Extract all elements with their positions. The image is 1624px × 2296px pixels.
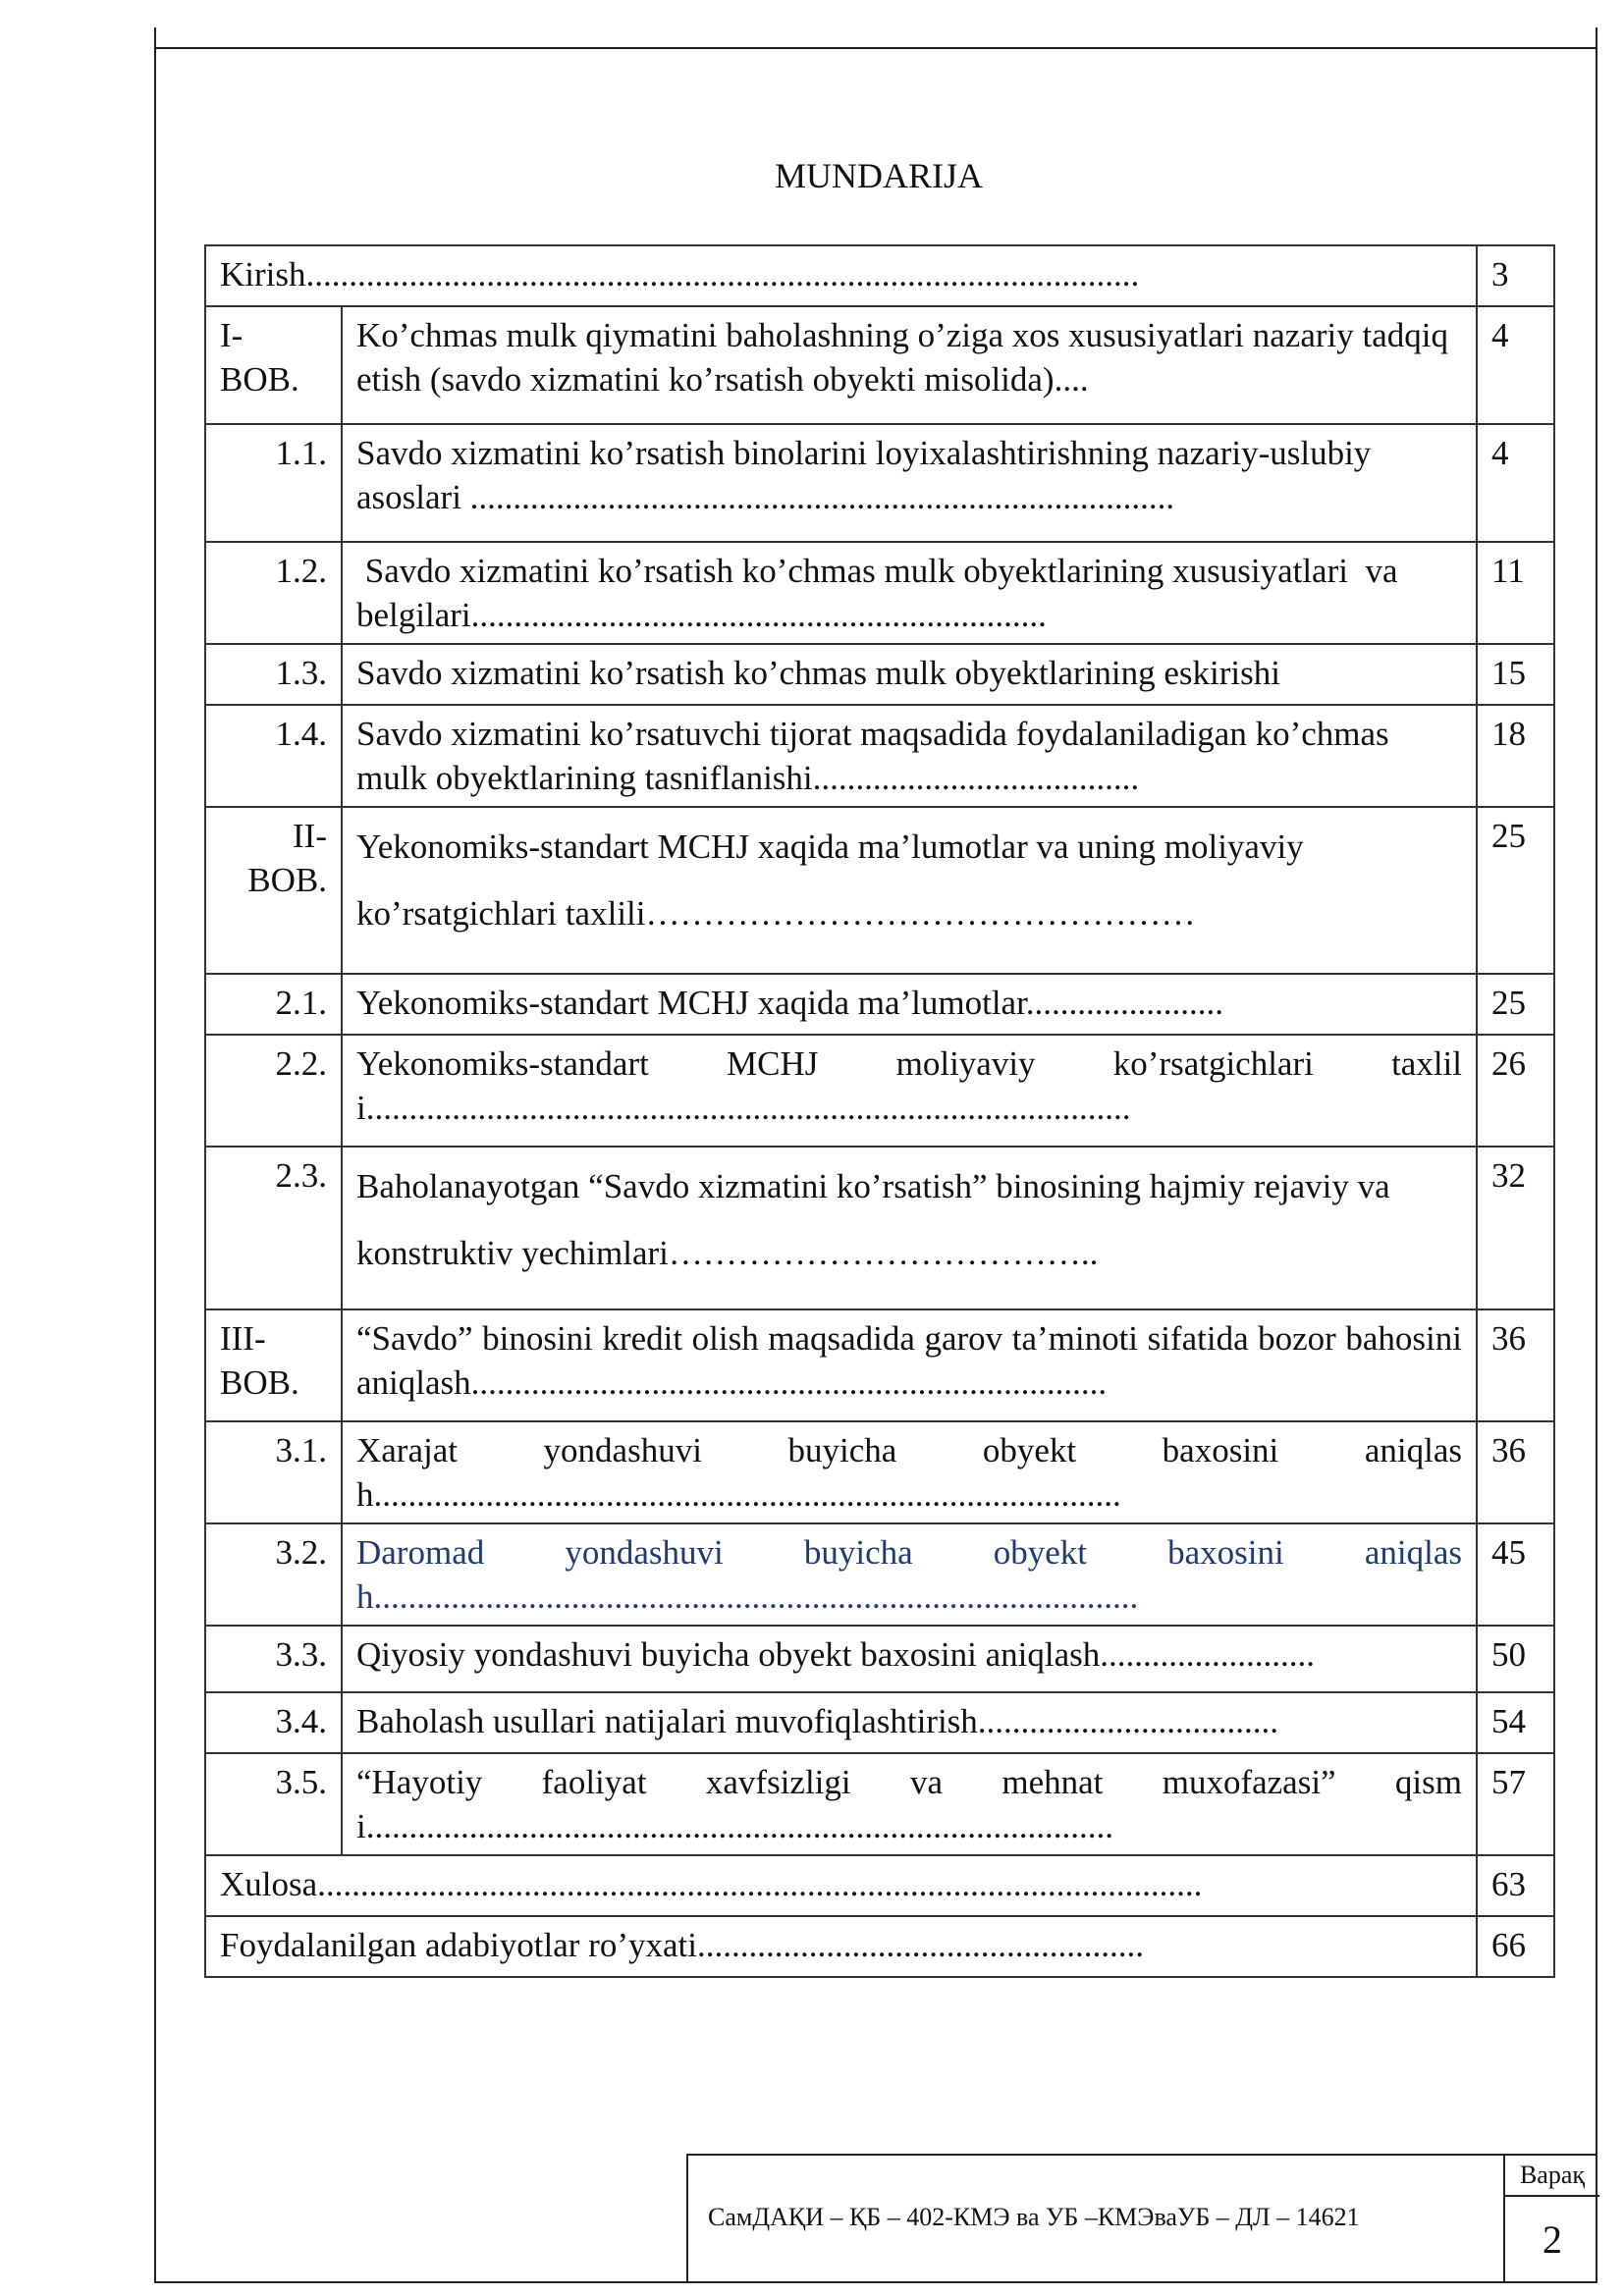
- toc-row-2-3: [205, 1147, 1554, 1309]
- toc-entry-text: Baholanayotgan “Savdo xizmatini ko’rsatish” binosining hajmiy rejaviy va konstruktiv yechimlari………………………………..: [342, 1147, 1477, 1309]
- page-frame-left: [154, 27, 156, 2283]
- toc-section-label: II-BOB.: [205, 807, 342, 974]
- toc-page-number: 63: [1477, 1855, 1554, 1916]
- toc-section-label: 1.3.: [205, 644, 342, 705]
- toc-row-kirish: [205, 245, 1554, 306]
- toc-entry-text: Savdo xizmatini ko’rsatish ko’chmas mulk obyektlarining xususiyatlari va belgilari...................................................................: [342, 542, 1477, 644]
- toc-section-label: 3.5.: [205, 1753, 342, 1855]
- toc-row-1-3: [205, 644, 1554, 705]
- toc-entry-text: Xarajat yondashuvi buyicha obyekt baxosini aniqlash.......................................................................................: [342, 1421, 1477, 1523]
- toc-section-label: 3.3.: [205, 1626, 342, 1692]
- toc-row-3-1: [205, 1421, 1554, 1523]
- toc-entry-text: Kirish.................................................................................................: [205, 245, 1477, 306]
- toc-section-label: 2.3.: [205, 1147, 342, 1309]
- toc-row-2-1: [205, 974, 1554, 1035]
- toc-section-label: 3.2.: [205, 1523, 342, 1626]
- toc-entry-text: Qiyosiy yondashuvi buyicha obyekt baxosini aniqlash.........................: [342, 1626, 1477, 1692]
- toc-row-1-1: [205, 424, 1554, 542]
- toc-section-label: 2.2.: [205, 1035, 342, 1147]
- toc-page-number: 50: [1477, 1626, 1554, 1692]
- toc-entry-text: Daromad yondashuvi buyicha obyekt baxosini aniqlash.........................................................................................: [342, 1523, 1477, 1626]
- toc-page-number: 25: [1477, 807, 1554, 974]
- toc-section-label: 3.4.: [205, 1692, 342, 1753]
- toc-row-3-5: [205, 1753, 1554, 1855]
- toc-section-label: III-BOB.: [205, 1309, 342, 1421]
- toc-section-label: 3.1.: [205, 1421, 342, 1523]
- toc-entry-text: Savdo xizmatini ko’rsatish ko’chmas mulk obyektlarining eskirishi: [342, 644, 1477, 705]
- toc-row-3-3: [205, 1626, 1554, 1692]
- toc-entry-text: Xulosa.......................................................................................................: [205, 1855, 1477, 1916]
- toc-row-chapter-3: [205, 1309, 1554, 1421]
- toc-page-number: 4: [1477, 306, 1554, 424]
- toc-row-3-2: [205, 1523, 1554, 1626]
- page-frame-right: [1596, 27, 1597, 2283]
- toc-row-1-2: [205, 542, 1554, 644]
- toc-section-label: 1.4.: [205, 705, 342, 807]
- toc-page-number: 57: [1477, 1753, 1554, 1855]
- sheet-label: Варақ: [1505, 2156, 1599, 2197]
- toc-page-number: 32: [1477, 1147, 1554, 1309]
- title-block-stamp: [686, 2154, 1597, 2283]
- toc-section-label: 2.1.: [205, 974, 342, 1035]
- document-code: СамДАҚИ – ҚБ – 402-КМЭ ва УБ –КМЭваУБ – ДЛ – 14621: [708, 2203, 1360, 2231]
- toc-entry-text: Baholash usullari natijalari muvofiqlashtirish...................................: [342, 1692, 1477, 1753]
- page-frame-top: [154, 47, 1597, 49]
- toc-row-1-4: [205, 705, 1554, 807]
- toc-page-number: 36: [1477, 1309, 1554, 1421]
- toc-entry-text: “Savdo” binosini kredit olish maqsadida garov ta’minoti sifatida bozor bahosini aniqlash..........................................................................: [342, 1309, 1477, 1421]
- toc-row-chapter-2: [205, 807, 1554, 974]
- toc-row-chapter-1: [205, 306, 1554, 424]
- toc-entry-text: Foydalanilgan adabiyotlar ro’yxati....................................................: [205, 1916, 1477, 1977]
- toc-page-number: 54: [1477, 1692, 1554, 1753]
- toc-page-number: 26: [1477, 1035, 1554, 1147]
- sheet-number: 2: [1543, 2217, 1562, 2262]
- toc-page-number: 36: [1477, 1421, 1554, 1523]
- toc-entry-text: Yekonomiks-standart MCHJ xaqida ma’lumotlar.......................: [342, 974, 1477, 1035]
- toc-row-adabiyotlar: [205, 1916, 1554, 1977]
- toc-entry-text: Ko’chmas mulk qiymatini baholashning o’ziga xos xususiyatlari nazariy tadqiq etish (savdo xizmatini ko’rsatish obyekti misolida)....: [342, 306, 1477, 424]
- table-of-contents: [204, 244, 1555, 1978]
- toc-row-3-4: [205, 1692, 1554, 1753]
- toc-page-number: 4: [1477, 424, 1554, 542]
- toc-entry-text: Savdo xizmatini ko’rsatuvchi tijorat maqsadida foydalaniladigan ko’chmas mulk obyektlarining tasniflanishi......................................: [342, 705, 1477, 807]
- toc-row-2-2: [205, 1035, 1554, 1147]
- toc-page-number: 15: [1477, 644, 1554, 705]
- page-title: MUNDARIJA: [774, 156, 983, 195]
- toc-section-label: I-BOB.: [205, 306, 342, 424]
- toc-section-label: 1.1.: [205, 424, 342, 542]
- toc-entry-text: Yekonomiks-standart MCHJ xaqida ma’lumotlar va uning moliyaviy ko’rsatgichlari taxlili…………………………………………: [342, 807, 1477, 974]
- toc-page-number: 25: [1477, 974, 1554, 1035]
- sheet-box: [1503, 2156, 1599, 2283]
- toc-section-label: 1.2.: [205, 542, 342, 644]
- toc-row-xulosa: [205, 1855, 1554, 1916]
- toc-entry-text: Yekonomiks-standart MCHJ moliyaviy ko’rsatgichlari taxlili.........................................................................................: [342, 1035, 1477, 1147]
- toc-page-number: 11: [1477, 542, 1554, 644]
- toc-page-number: 18: [1477, 705, 1554, 807]
- toc-page-number: 3: [1477, 245, 1554, 306]
- toc-page-number: 45: [1477, 1523, 1554, 1626]
- toc-entry-text: “Hayotiy faoliyat xavfsizligi va mehnat muxofazasi” qismi.......................................................................................: [342, 1753, 1477, 1855]
- toc-page-number: 66: [1477, 1916, 1554, 1977]
- toc-entry-text: Savdo xizmatini ko’rsatish binolarini loyixalashtirishning nazariy-uslubiy asoslari ..................................................................................: [342, 424, 1477, 542]
